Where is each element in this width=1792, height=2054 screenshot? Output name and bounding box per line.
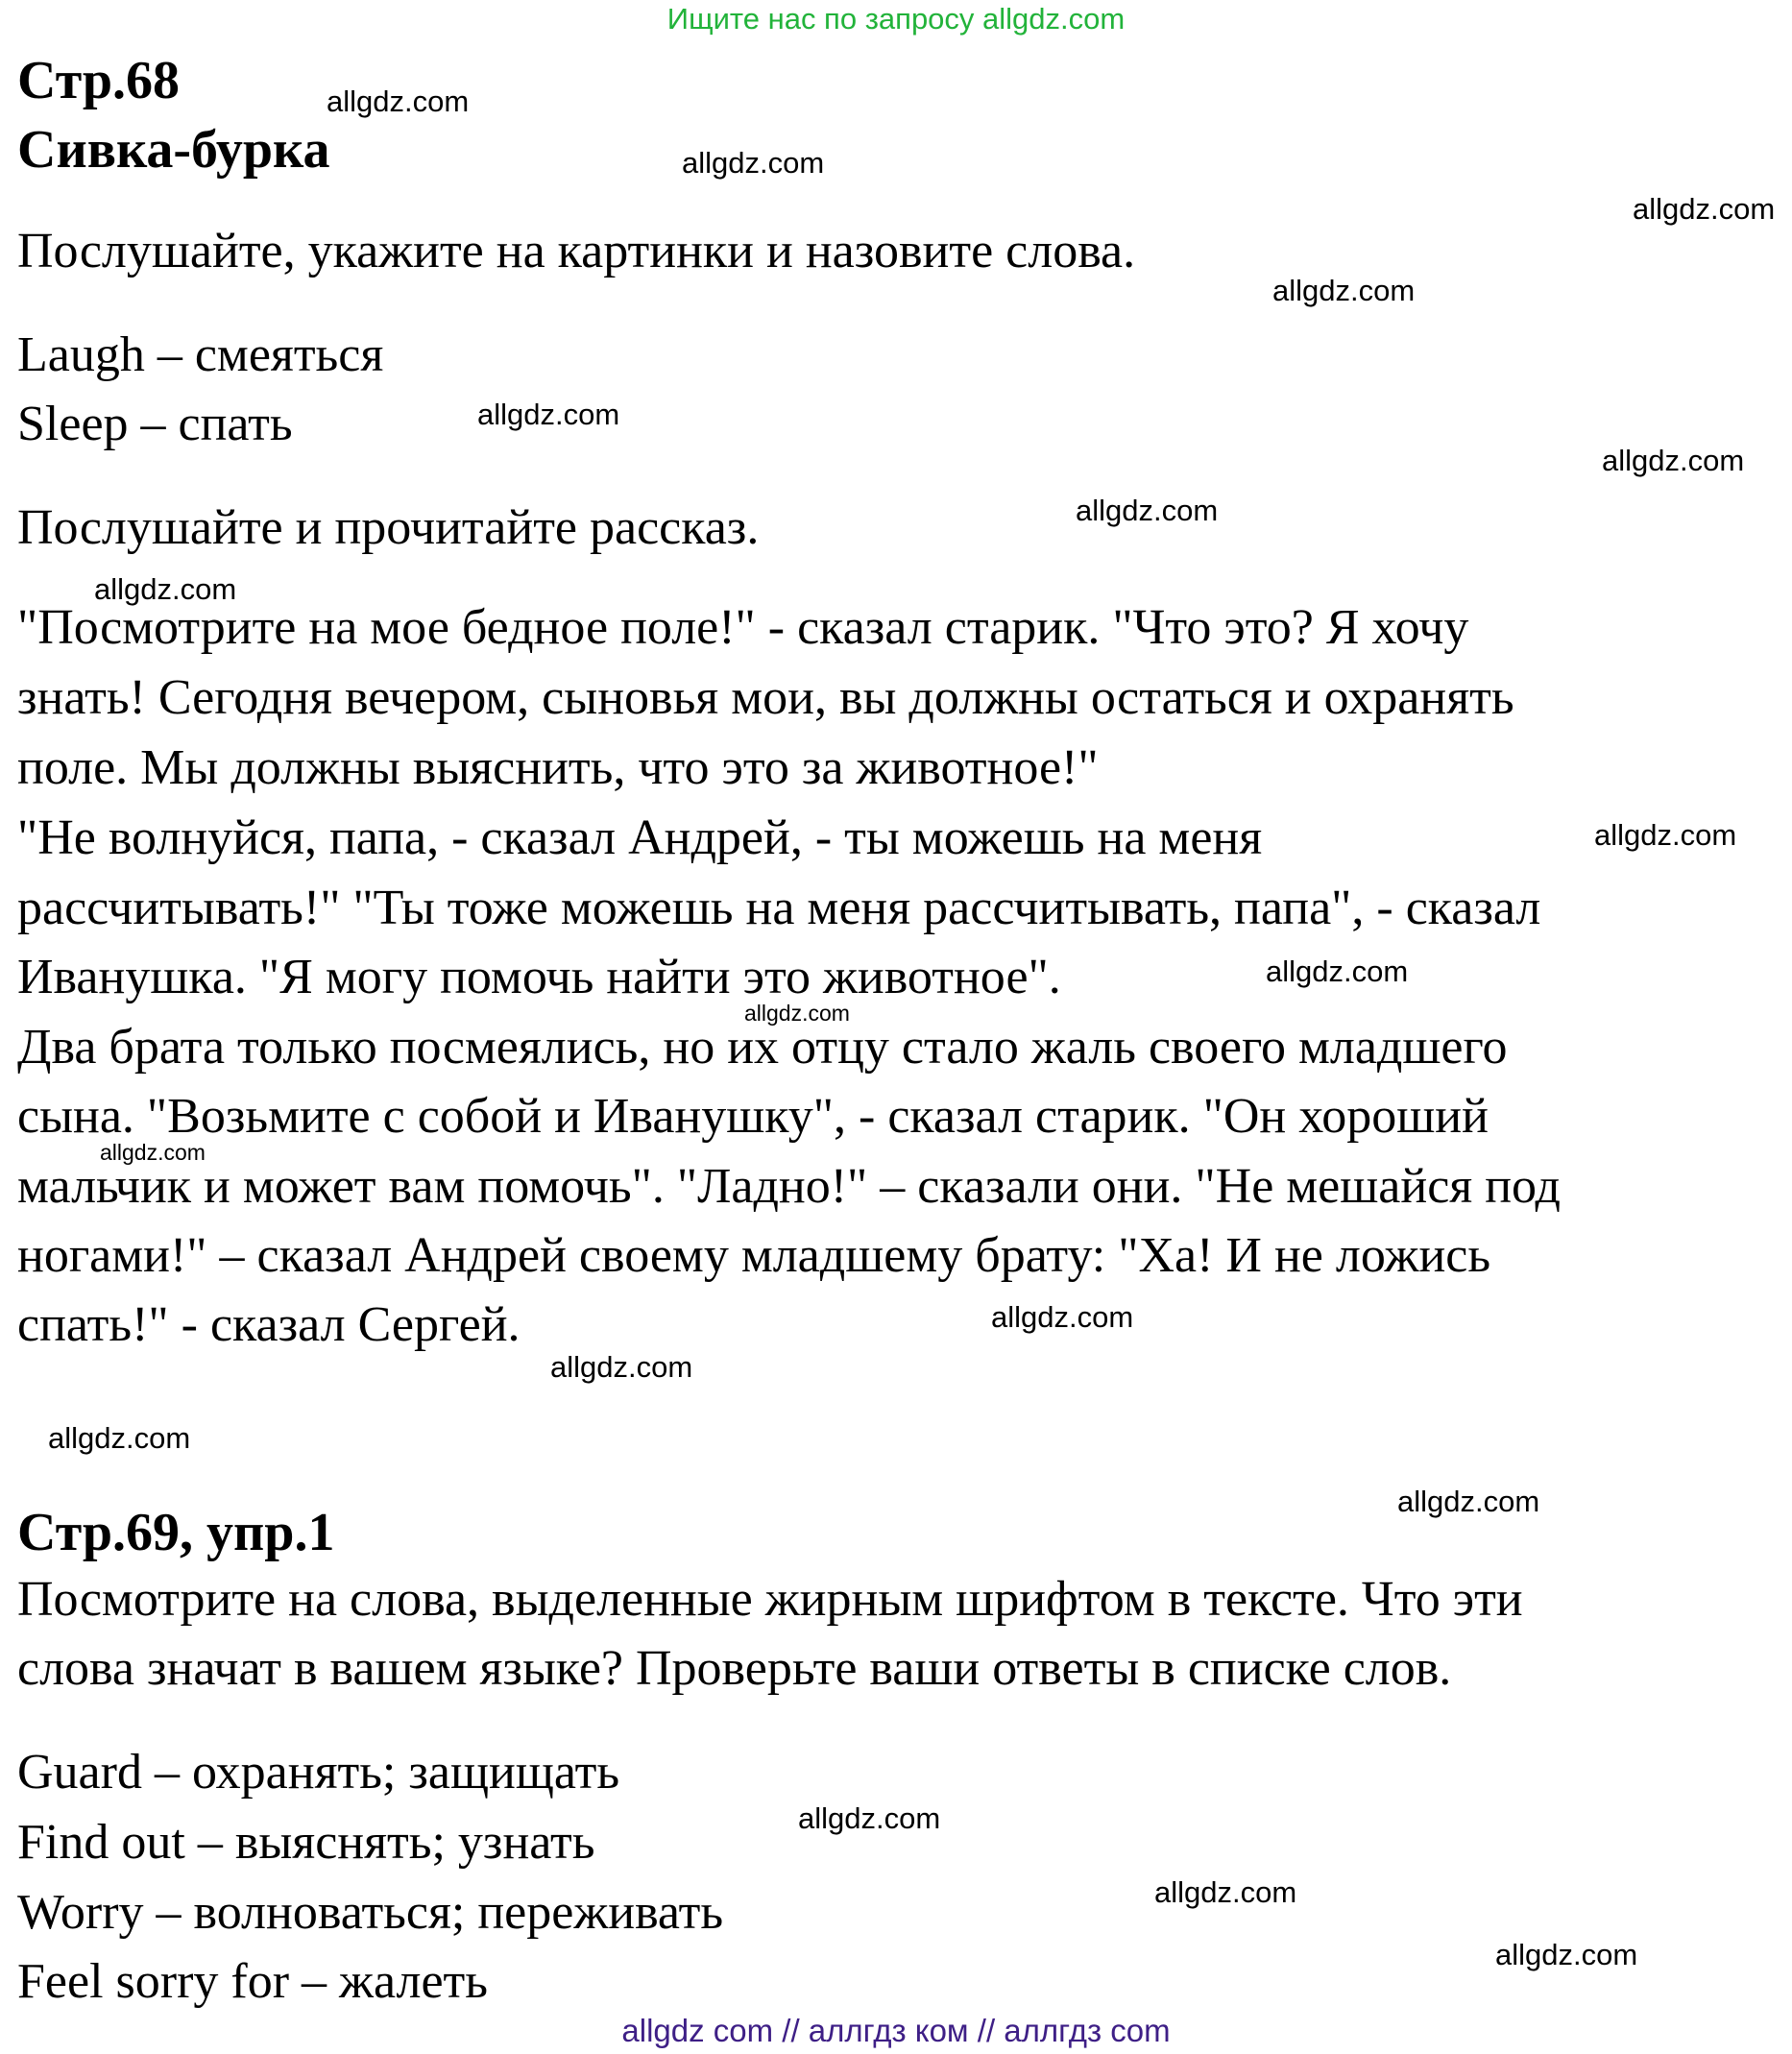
task-2: Послушайте и прочитайте рассказ. [17, 500, 760, 555]
vocab-item: Find out – выяснять; узнать [17, 1815, 595, 1870]
story-line: "Не волнуйся, папа, - сказал Андрей, - ты можешь на меня [17, 810, 1263, 865]
story-line: спать!" - сказал Сергей. [17, 1297, 521, 1352]
watermark: allgdz.com [48, 1421, 191, 1455]
vocab-item: Worry – волноваться; переживать [17, 1885, 724, 1940]
vocab-item: Sleep – спать [17, 397, 293, 451]
watermark: allgdz.com [744, 1001, 850, 1026]
vocab-item: Feel sorry for – жалеть [17, 1954, 488, 2009]
watermark: allgdz.com [1633, 192, 1776, 226]
watermark: allgdz.com [327, 85, 470, 118]
vocab-item: Guard – охранять; защищать [17, 1745, 620, 1800]
watermark: allgdz.com [1602, 444, 1745, 477]
watermark: allgdz.com [682, 146, 825, 180]
watermark: allgdz.com [1266, 955, 1409, 988]
watermark: allgdz.com [477, 398, 620, 431]
story-line: Два брата только посмеялись, но их отцу стало жаль своего младшего [17, 1020, 1508, 1075]
footer-watermark: allgdz com // аллгдз ком // аллгдз com [621, 2013, 1171, 2048]
vocab-item: Laugh – смеяться [17, 327, 384, 382]
story-line: рассчитывать!" "Ты тоже можешь на меня рассчитывать, папа", - сказал [17, 881, 1541, 935]
story-line: "Посмотрите на мое бедное поле!" - сказал старик. "Что это? Я хочу [17, 600, 1469, 655]
story-line: ногами!" – сказал Андрей своему младшему брату: "Ха! И не ложись [17, 1228, 1491, 1283]
watermark: allgdz.com [1154, 1875, 1297, 1909]
watermark: allgdz.com [1272, 274, 1416, 307]
search-banner: Ищите нас по запросу allgdz.com [666, 2, 1126, 36]
watermark: allgdz.com [798, 1801, 941, 1835]
instruction-line: Посмотрите на слова, выделенные жирным шрифтом в тексте. Что эти [17, 1572, 1523, 1627]
watermark: allgdz.com [1397, 1485, 1540, 1518]
story-line: поле. Мы должны выяснить, что это за животное!" [17, 740, 1099, 795]
watermark: allgdz.com [1076, 494, 1219, 527]
instruction-line: слова значат в вашем языке? Проверьте ваши ответы в списке слов. [17, 1641, 1452, 1696]
watermark: allgdz.com [1594, 818, 1737, 852]
story-title: Сивка-бурка [17, 120, 330, 180]
page-heading: Стр.68 [17, 51, 181, 110]
story-line: знать! Сегодня вечером, сыновья мои, вы должны остаться и охранять [17, 670, 1514, 725]
watermark: allgdz.com [550, 1350, 693, 1384]
watermark: allgdz.com [1495, 1938, 1638, 1971]
story-line: сына. "Возьмите с собой и Иванушку", - сказал старик. "Он хороший [17, 1089, 1489, 1144]
exercise-heading: Стр.69, упр.1 [17, 1503, 335, 1562]
story-line: мальчик и может вам помочь". "Ладно!" – сказали они. "Не мешайся под [17, 1159, 1561, 1214]
watermark: allgdz.com [991, 1300, 1134, 1334]
watermark: allgdz.com [100, 1140, 206, 1165]
task-1: Послушайте, укажите на картинки и назовите слова. [17, 224, 1136, 278]
watermark: allgdz.com [94, 572, 237, 606]
story-line: Иванушка. "Я могу помочь найти это животное". [17, 950, 1061, 1004]
